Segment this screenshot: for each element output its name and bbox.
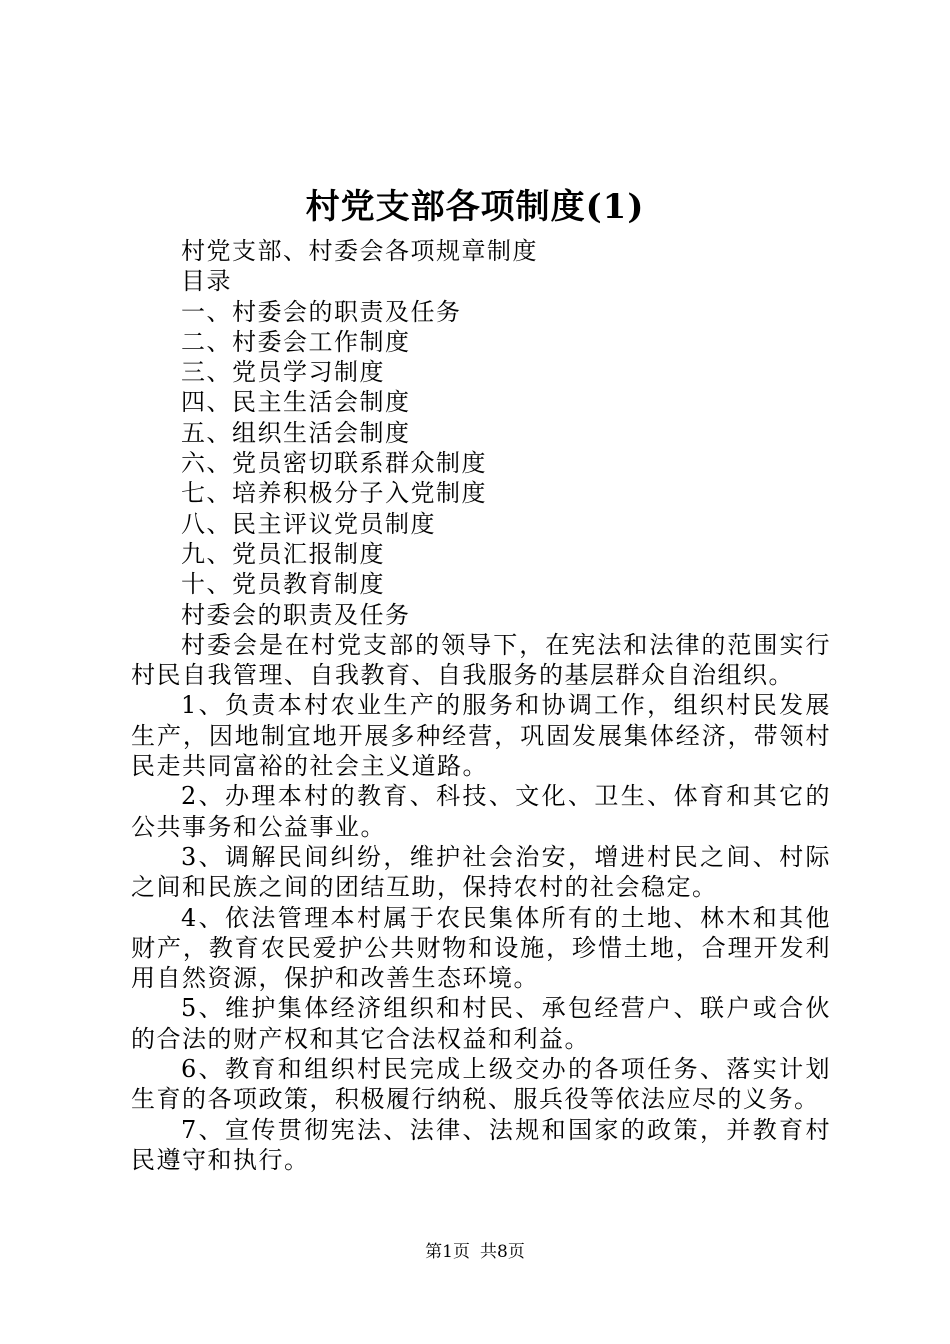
- body-paragraph: 村委会是在村党支部的领导下，在宪法和法律的范围实行村民自我管理、自我教育、自我服务的基层群众自治组织。: [131, 630, 831, 690]
- body-paragraph: 3、调解民间纠纷，维护社会治安，增进村民之间、村际之间和民族之间的团结互助，保持农村的社会稳定。: [131, 842, 831, 902]
- toc-item: 九、党员汇报制度: [181, 539, 385, 568]
- body-paragraph: 6、教育和组织村民完成上级交办的各项任务、落实计划生育的各项政策，积极履行纳税、服兵役等依法应尽的义务。: [131, 1055, 831, 1114]
- body-paragraph: 5、维护集体经济组织和村民、承包经营户、联户或合伙的合法的财产权和其它合法权益和利益。: [131, 994, 831, 1053]
- section-heading: 村委会的职责及任务: [181, 600, 411, 629]
- page-footer: [0, 1240, 950, 1264]
- toc-item: 二、村委会工作制度: [181, 327, 411, 356]
- toc-item: 一、村委会的职责及任务: [181, 297, 462, 326]
- toc-item: 八、民主评议党员制度: [181, 509, 436, 538]
- toc-item: 十、党员教育制度: [181, 570, 385, 599]
- toc-item: 五、组织生活会制度: [181, 418, 411, 447]
- body-paragraph: 1、负责本村农业生产的服务和协调工作，组织村民发展生产，因地制宜地开展多种经营，巩固发展集体经济，带领村民走共同富裕的社会主义道路。: [131, 691, 831, 781]
- page-total: 共8页: [480, 1242, 525, 1262]
- body-paragraph: 7、宣传贯彻宪法、法律、法规和国家的政策，并教育村民遵守和执行。: [131, 1115, 831, 1174]
- document-body: [131, 236, 831, 1175]
- toc-item: 四、民主生活会制度: [181, 388, 411, 417]
- toc-item: 六、党员密切联系群众制度: [181, 449, 487, 478]
- toc-item: 三、党员学习制度: [181, 358, 385, 387]
- toc-item: 七、培养积极分子入党制度: [181, 479, 487, 508]
- page-number: 第1页: [425, 1242, 470, 1262]
- document-title: 村党支部各项制度(1): [305, 187, 645, 227]
- heading-line: 村党支部、村委会各项规章制度: [181, 237, 538, 265]
- body-paragraph: 2、办理本村的教育、科技、文化、卫生、体育和其它的公共事务和公益事业。: [131, 782, 831, 841]
- body-paragraph: 4、依法管理本村属于农民集体所有的土地、林木和其他财产，教育农民爱护公共财物和设施，珍惜土地，合理开发利用自然资源，保护和改善生态环境。: [131, 903, 831, 993]
- heading-line: 目录: [181, 267, 232, 296]
